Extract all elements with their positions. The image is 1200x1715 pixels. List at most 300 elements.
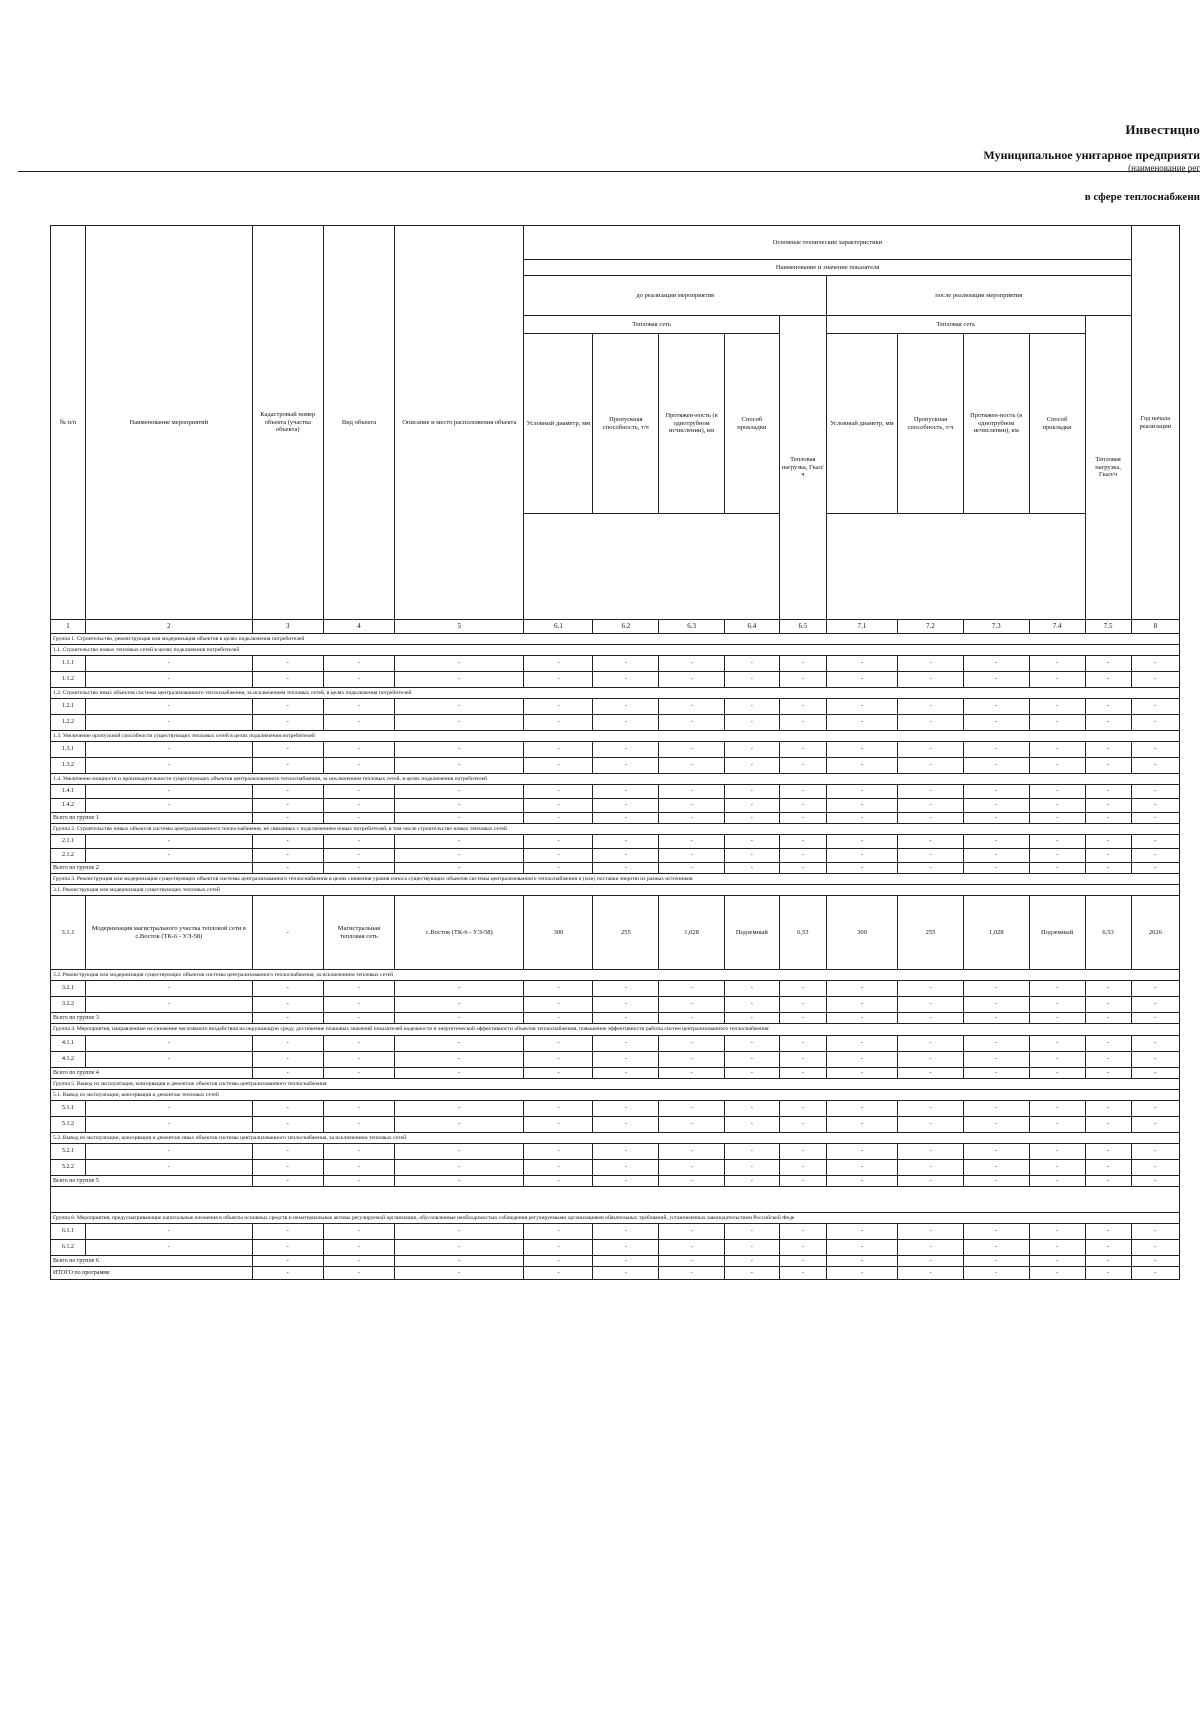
- cell: -: [323, 1267, 394, 1280]
- col-header-description: Описание и место расположения объекта: [395, 226, 524, 620]
- diameter-before: 300: [524, 896, 593, 970]
- cell: -: [1131, 742, 1179, 758]
- row-num: 2.1.1: [51, 835, 86, 849]
- cell: -: [659, 672, 725, 688]
- group-1-total-row: [51, 813, 1180, 824]
- cell: -: [395, 1176, 524, 1187]
- cell: -: [898, 1224, 964, 1240]
- cell: -: [659, 1068, 725, 1079]
- cell: -: [724, 1068, 779, 1079]
- cell: -: [1029, 1117, 1085, 1133]
- cell: -: [659, 1160, 725, 1176]
- cell: -: [395, 1144, 524, 1160]
- row-num: 3.2.2: [51, 997, 86, 1013]
- row-num: 4.1.2: [51, 1052, 86, 1068]
- cell: -: [898, 715, 964, 731]
- cell: -: [593, 997, 659, 1013]
- cell: -: [1029, 1068, 1085, 1079]
- measure-name: Модернизация магистрального участка тепловой сети в с.Восток (ТК-6 - УЭ-58): [86, 896, 253, 970]
- cell: -: [86, 742, 253, 758]
- cell: -: [898, 1160, 964, 1176]
- cell: -: [252, 849, 323, 863]
- cell: -: [252, 672, 323, 688]
- col-header-name: Наименование мероприятий: [86, 226, 253, 620]
- cell: -: [659, 699, 725, 715]
- cell: -: [395, 1224, 524, 1240]
- cell: -: [724, 672, 779, 688]
- cell: -: [86, 1240, 253, 1256]
- capacity-before: 255: [593, 896, 659, 970]
- organization-name: Муниципальное унитарное предприяти: [983, 148, 1200, 162]
- table-row: [51, 785, 1180, 799]
- cell: -: [252, 1117, 323, 1133]
- group-6-total-label: Всего по группе 6: [51, 1256, 253, 1267]
- subgroup-1-3-heading: 1.3. Увеличение пропускной способности существующих тепловых сетей в целях подключения потребителей: [51, 731, 1180, 742]
- cell: -: [252, 1224, 323, 1240]
- cell: -: [826, 1176, 897, 1187]
- length-after: 1,028: [963, 896, 1029, 970]
- cell: -: [898, 742, 964, 758]
- cell: -: [593, 1224, 659, 1240]
- cell: -: [1029, 1256, 1085, 1267]
- cell: -: [1131, 656, 1179, 672]
- row-num: 3.1.1: [51, 896, 86, 970]
- cell: -: [1029, 1144, 1085, 1160]
- cell: -: [1029, 863, 1085, 874]
- cell: -: [1029, 799, 1085, 813]
- cell: -: [593, 1052, 659, 1068]
- cell: -: [963, 699, 1029, 715]
- group-4-total-label: Всего по группе 4: [51, 1068, 253, 1079]
- group-5-total-row: [51, 1176, 1180, 1187]
- col-header-object-type: Вид объекта: [323, 226, 394, 620]
- cell: -: [323, 1036, 394, 1052]
- cell: -: [323, 1144, 394, 1160]
- cell: -: [252, 835, 323, 849]
- cell: -: [1029, 785, 1085, 799]
- cell: -: [1085, 758, 1131, 774]
- cell: -: [963, 1256, 1029, 1267]
- col-number-6-1: 6.1: [524, 620, 593, 634]
- cell: -: [323, 981, 394, 997]
- cell: -: [1085, 699, 1131, 715]
- cell: -: [323, 785, 394, 799]
- cell: -: [252, 1036, 323, 1052]
- cell: -: [724, 715, 779, 731]
- cell: -: [524, 1101, 593, 1117]
- cell: -: [395, 1267, 524, 1280]
- subgroup-1-1-heading: 1.1. Строительство новых тепловых сетей в целях подключения потребителей: [51, 645, 1180, 656]
- cell: -: [395, 835, 524, 849]
- cell: -: [524, 1160, 593, 1176]
- cell: -: [323, 758, 394, 774]
- length-before: 1,028: [659, 896, 725, 970]
- program-title: Инвестицио: [1125, 122, 1200, 137]
- col-header-length-before: Протяжен-ность (в однотрубном исчислении), км: [659, 334, 725, 514]
- cell: -: [659, 981, 725, 997]
- table-row: [51, 849, 1180, 863]
- cell: -: [323, 742, 394, 758]
- group-6-heading: Группа 6. Мероприятия, предусматривающие капитальные вложения в объекты основных средств и нематериальные активы регулируемой организации, обусловленные необходимостью соблюдения регулируемыми организациями обязательных требований, установленных законодательством Российской Феде: [51, 1213, 1180, 1224]
- cell: -: [826, 813, 897, 824]
- cell: -: [1131, 1240, 1179, 1256]
- organization-underline: [18, 171, 1200, 172]
- cell: -: [593, 1068, 659, 1079]
- cell: -: [395, 785, 524, 799]
- cell: -: [1085, 863, 1131, 874]
- row-num: 6.1.2: [51, 1240, 86, 1256]
- cell: -: [724, 835, 779, 849]
- cell: -: [1131, 981, 1179, 997]
- cell: -: [1085, 1256, 1131, 1267]
- program-total-label: ИТОГО по программе: [51, 1267, 253, 1280]
- cell: -: [395, 656, 524, 672]
- cell: -: [1131, 997, 1179, 1013]
- cell: -: [1029, 715, 1085, 731]
- cell: -: [395, 799, 524, 813]
- cell: -: [898, 1144, 964, 1160]
- cell: -: [524, 715, 593, 731]
- cell: -: [724, 785, 779, 799]
- cell: -: [1085, 785, 1131, 799]
- cell: -: [524, 1117, 593, 1133]
- col-header-capacity-after: Пропускная способность, т/ч: [898, 334, 964, 514]
- group-3-total-row: [51, 1013, 1180, 1024]
- row-num: 1.4.1: [51, 785, 86, 799]
- cell: -: [898, 863, 964, 874]
- group-1-heading: Группа 1. Строительство, реконструкция или модернизация объектов в целях подключения потребителей: [51, 634, 1180, 645]
- cell: -: [898, 1036, 964, 1052]
- cell: -: [593, 1160, 659, 1176]
- cell: -: [898, 813, 964, 824]
- table-row: [51, 799, 1180, 813]
- cell: -: [323, 1068, 394, 1079]
- cell: -: [593, 1240, 659, 1256]
- laying-before: Подземный: [724, 896, 779, 970]
- cell: -: [963, 1013, 1029, 1024]
- cell: -: [898, 835, 964, 849]
- cell: -: [898, 672, 964, 688]
- cell: -: [323, 1160, 394, 1176]
- cell: -: [86, 799, 253, 813]
- cell: -: [1085, 835, 1131, 849]
- cell: -: [779, 1160, 826, 1176]
- cell: -: [659, 1036, 725, 1052]
- cell: -: [826, 1068, 897, 1079]
- cell: -: [1085, 672, 1131, 688]
- spacer-row: [51, 1187, 1180, 1213]
- cell: -: [395, 1101, 524, 1117]
- cell: -: [963, 1117, 1029, 1133]
- cell: -: [1131, 1144, 1179, 1160]
- cell: -: [323, 799, 394, 813]
- cell: -: [252, 1240, 323, 1256]
- cell: -: [898, 997, 964, 1013]
- cell: -: [86, 1144, 253, 1160]
- cell: -: [898, 849, 964, 863]
- cell: -: [1029, 1176, 1085, 1187]
- cell: -: [963, 742, 1029, 758]
- start-year: 2026: [1131, 896, 1179, 970]
- cell: -: [395, 699, 524, 715]
- group-5-heading: Группа 5. Вывод из эксплуатации, консервация и демонтаж объектов системы централизованного теплоснабжения: [51, 1079, 1180, 1090]
- cell: -: [779, 742, 826, 758]
- cell: -: [779, 799, 826, 813]
- cell: -: [826, 672, 897, 688]
- cell: -: [524, 1176, 593, 1187]
- cell: -: [593, 849, 659, 863]
- cell: -: [779, 758, 826, 774]
- row-num: 5.1.2: [51, 1117, 86, 1133]
- cell: -: [323, 1176, 394, 1187]
- cell: -: [826, 1240, 897, 1256]
- cell: -: [252, 1052, 323, 1068]
- cell: -: [395, 1117, 524, 1133]
- cell: -: [826, 1052, 897, 1068]
- cell: -: [395, 1036, 524, 1052]
- cell: -: [1085, 981, 1131, 997]
- cell: -: [395, 863, 524, 874]
- col-header-capacity-before: Пропускная способность, т/ч: [593, 334, 659, 514]
- cell: -: [826, 1117, 897, 1133]
- row-num: 1.1.2: [51, 672, 86, 688]
- cell: -: [524, 835, 593, 849]
- cell: -: [252, 1160, 323, 1176]
- cell: -: [1131, 1036, 1179, 1052]
- cell: -: [323, 997, 394, 1013]
- cell: -: [826, 715, 897, 731]
- cell: -: [724, 863, 779, 874]
- col-header-heat-network-after: Тепловая сеть: [826, 316, 1085, 334]
- cell: -: [826, 1144, 897, 1160]
- cell: -: [524, 699, 593, 715]
- cell: -: [779, 656, 826, 672]
- table-row: [51, 896, 1180, 970]
- cell: -: [1131, 715, 1179, 731]
- cell: -: [779, 813, 826, 824]
- cell: -: [252, 997, 323, 1013]
- cell: -: [1029, 835, 1085, 849]
- cell: -: [1131, 1267, 1179, 1280]
- col-header-indicator-name: Наименование и значение показателя: [524, 260, 1131, 276]
- cell: -: [1085, 799, 1131, 813]
- cell: -: [252, 799, 323, 813]
- cell: -: [826, 849, 897, 863]
- cell: -: [593, 981, 659, 997]
- heat-load-after: 6,53: [1085, 896, 1131, 970]
- col-number-3: 3: [252, 620, 323, 634]
- cell: -: [1131, 799, 1179, 813]
- program-sphere: в сфере теплоснабжени: [1084, 191, 1200, 203]
- row-num: 1.3.1: [51, 742, 86, 758]
- group-1-total-label: Всего по группе 1: [51, 813, 253, 824]
- cell: -: [323, 656, 394, 672]
- cell: -: [659, 1224, 725, 1240]
- cell: -: [395, 1052, 524, 1068]
- cell: -: [1131, 1176, 1179, 1187]
- cell: -: [86, 981, 253, 997]
- cell: -: [593, 1267, 659, 1280]
- cell: -: [323, 1013, 394, 1024]
- cell: -: [724, 656, 779, 672]
- cell: -: [1029, 1052, 1085, 1068]
- cell: -: [323, 1101, 394, 1117]
- cell: -: [252, 1101, 323, 1117]
- col-header-heat-load-before: Тепловая нагрузка, Гкал/ч: [779, 316, 826, 620]
- cell: -: [898, 1176, 964, 1187]
- cell: -: [826, 863, 897, 874]
- col-header-before: до реализации мероприятия: [524, 276, 826, 316]
- cell: -: [1131, 863, 1179, 874]
- row-num: 5.2.1: [51, 1144, 86, 1160]
- cell: -: [898, 785, 964, 799]
- cell: -: [659, 742, 725, 758]
- table-row: [51, 1144, 1180, 1160]
- cell: -: [252, 1256, 323, 1267]
- cell: -: [963, 997, 1029, 1013]
- cell: -: [826, 1256, 897, 1267]
- cell: -: [779, 1117, 826, 1133]
- cell: -: [724, 997, 779, 1013]
- cell: -: [323, 1256, 394, 1267]
- cell: -: [323, 835, 394, 849]
- cell: -: [1131, 849, 1179, 863]
- table-row: [51, 1160, 1180, 1176]
- cell: -: [323, 1240, 394, 1256]
- cell: -: [86, 699, 253, 715]
- cell: -: [1085, 1068, 1131, 1079]
- col-number-7-4: 7.4: [1029, 620, 1085, 634]
- cell: -: [826, 1160, 897, 1176]
- cell: -: [724, 799, 779, 813]
- cell: -: [1085, 742, 1131, 758]
- cell: -: [659, 1267, 725, 1280]
- cell: -: [395, 1013, 524, 1024]
- cell: -: [779, 1144, 826, 1160]
- cell: -: [1085, 1176, 1131, 1187]
- organization-caption: (наименование рег: [1128, 163, 1200, 173]
- cell: -: [963, 863, 1029, 874]
- table-row: [51, 672, 1180, 688]
- cell: -: [395, 1068, 524, 1079]
- cell: -: [826, 799, 897, 813]
- col-header-diameter-after: Условный диаметр, мм: [826, 334, 897, 514]
- cadastral-number: -: [252, 896, 323, 970]
- cell: -: [252, 1267, 323, 1280]
- group-2-total-row: [51, 863, 1180, 874]
- cell: -: [963, 1176, 1029, 1187]
- cell: -: [826, 1013, 897, 1024]
- cell: -: [659, 1144, 725, 1160]
- cell: -: [898, 699, 964, 715]
- cell: -: [1029, 672, 1085, 688]
- col-header-heat-network-before: Тепловая сеть: [524, 316, 779, 334]
- cell: -: [593, 785, 659, 799]
- row-num: 1.4.2: [51, 799, 86, 813]
- cell: -: [898, 1240, 964, 1256]
- cell: -: [323, 699, 394, 715]
- cell: -: [593, 758, 659, 774]
- cell: -: [963, 1144, 1029, 1160]
- cell: -: [593, 1101, 659, 1117]
- cell: -: [779, 849, 826, 863]
- cell: -: [86, 1052, 253, 1068]
- program-total-row: [51, 1267, 1180, 1280]
- table-row: [51, 1101, 1180, 1117]
- table-row: [51, 1052, 1180, 1068]
- cell: -: [963, 1101, 1029, 1117]
- cell: -: [898, 981, 964, 997]
- group-6-total-row: [51, 1256, 1180, 1267]
- col-number-7-1: 7.1: [826, 620, 897, 634]
- cell: -: [659, 997, 725, 1013]
- cell: -: [1029, 1036, 1085, 1052]
- cell: -: [524, 742, 593, 758]
- cell: -: [779, 1101, 826, 1117]
- cell: -: [86, 835, 253, 849]
- cell: -: [963, 813, 1029, 824]
- cell: -: [826, 656, 897, 672]
- cell: -: [524, 863, 593, 874]
- cell: -: [86, 758, 253, 774]
- table-row: [51, 1240, 1180, 1256]
- cell: -: [1029, 758, 1085, 774]
- cell: -: [252, 656, 323, 672]
- cell: -: [898, 1256, 964, 1267]
- group-4-total-row: [51, 1068, 1180, 1079]
- cell: -: [524, 758, 593, 774]
- cell: -: [1131, 758, 1179, 774]
- cell: -: [826, 742, 897, 758]
- cell: -: [779, 1013, 826, 1024]
- col-number-7-5: 7.5: [1085, 620, 1131, 634]
- cell: -: [593, 672, 659, 688]
- cell: -: [659, 835, 725, 849]
- col-number-4: 4: [323, 620, 394, 634]
- cell: -: [779, 835, 826, 849]
- cell: -: [1131, 835, 1179, 849]
- cell: -: [1131, 1256, 1179, 1267]
- cell: -: [724, 1144, 779, 1160]
- cell: -: [1085, 1240, 1131, 1256]
- col-header-year: Год начала реализации: [1131, 226, 1179, 620]
- cell: -: [724, 699, 779, 715]
- cell: -: [724, 1267, 779, 1280]
- cell: -: [779, 1036, 826, 1052]
- cell: -: [593, 699, 659, 715]
- cell: -: [898, 758, 964, 774]
- cell: -: [724, 1256, 779, 1267]
- col-header-laying-before: Способ прокладки: [724, 334, 779, 514]
- cell: -: [724, 1160, 779, 1176]
- cell: -: [779, 1052, 826, 1068]
- cell: -: [826, 981, 897, 997]
- cell: -: [1029, 1224, 1085, 1240]
- cell: -: [1131, 1117, 1179, 1133]
- cell: -: [593, 1117, 659, 1133]
- cell: -: [1085, 1036, 1131, 1052]
- cell: -: [724, 1101, 779, 1117]
- cell: -: [524, 1052, 593, 1068]
- cell: -: [779, 715, 826, 731]
- cell: -: [724, 742, 779, 758]
- cell: -: [1029, 1013, 1085, 1024]
- cell: -: [524, 1224, 593, 1240]
- subgroup-5-2-heading: 5.2. Вывод из эксплуатации, консервация и демонтаж иных объектов системы централизованного теплоснабжения, за исключением тепловых сетей: [51, 1133, 1180, 1144]
- object-description: с.Восток (ТК-6 - УЭ-58): [395, 896, 524, 970]
- cell: -: [323, 849, 394, 863]
- cell: -: [779, 699, 826, 715]
